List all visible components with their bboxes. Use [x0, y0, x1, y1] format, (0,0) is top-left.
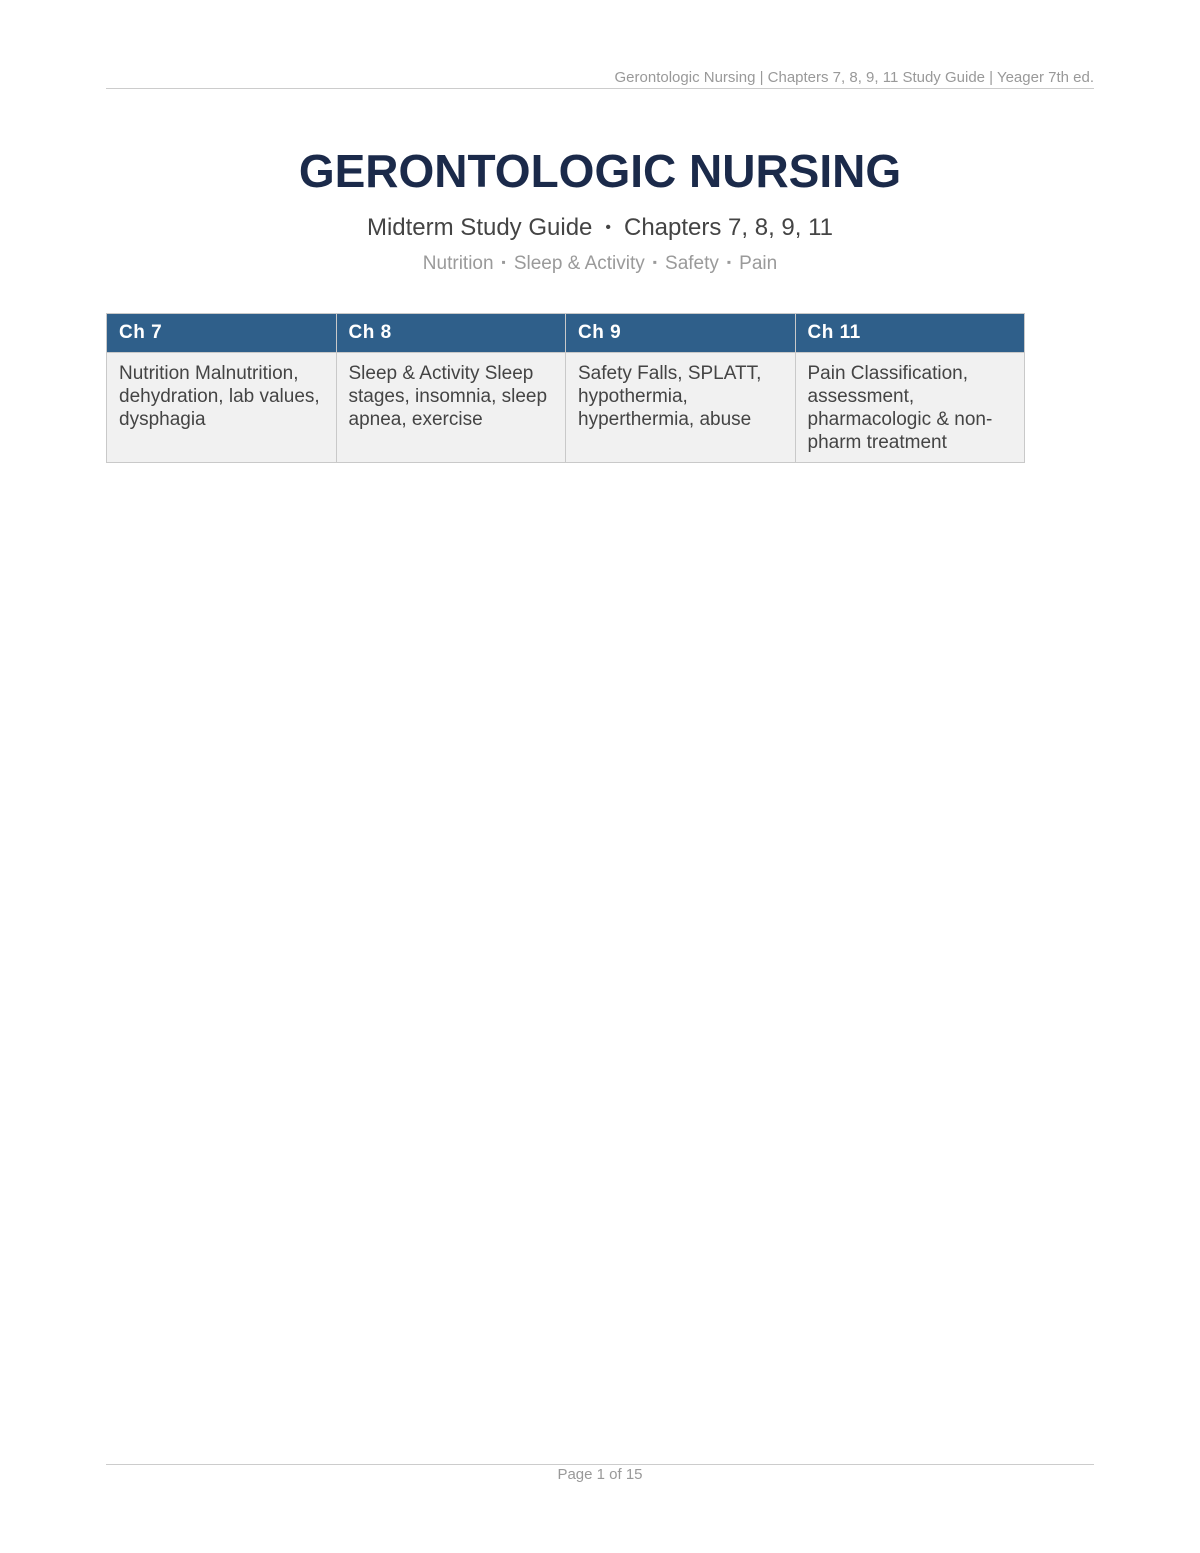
topic-separator: ▪: [501, 255, 506, 269]
header-divider: [106, 88, 1094, 89]
table-cell-ch9: Safety Falls, SPLATT, hypothermia, hyperthermia, abuse: [566, 353, 796, 463]
topics-line: [0, 253, 1200, 275]
topic-separator: ▪: [652, 255, 658, 269]
table-header-row: [107, 314, 1025, 353]
document-title: GERONTOLOGIC NURSING: [298, 145, 902, 197]
document-subtitle: [0, 214, 1200, 242]
column-header-ch11: Ch 11: [795, 314, 1025, 353]
table-cell-ch11: Pain Classification, assessment, pharmacologic & non-pharm treatment: [795, 353, 1025, 463]
subtitle-chapters-label: Chapters 7, 8, 9, 11: [624, 214, 834, 241]
topic-pain: Pain: [739, 253, 778, 274]
subtitle-guide-label: Midterm Study Guide: [366, 214, 593, 241]
column-header-ch9: Ch 9: [566, 314, 796, 353]
topic-safety: Safety: [665, 253, 719, 274]
chapter-overview-table: [106, 313, 1025, 463]
table-cell-ch8: Sleep & Activity Sleep stages, insomnia, sleep apnea, exercise: [336, 353, 566, 463]
running-header: Gerontologic Nursing | Chapters 7, 8, 9, 11 Study Guide | Yeager 7th ed.: [614, 69, 1094, 86]
column-header-ch7: Ch 7: [107, 314, 337, 353]
subtitle-separator: •: [605, 219, 611, 236]
page-number: Page 1 of 15: [557, 1466, 643, 1483]
table-row: [107, 353, 1025, 463]
table-cell-ch7: Nutrition Malnutrition, dehydration, lab values, dysphagia: [107, 353, 337, 463]
topic-sleep-activity: Sleep & Activity: [513, 253, 645, 274]
footer-divider: [106, 1464, 1094, 1465]
topic-separator: ▪: [726, 255, 732, 269]
column-header-ch8: Ch 8: [336, 314, 566, 353]
topic-nutrition: Nutrition: [422, 253, 494, 274]
